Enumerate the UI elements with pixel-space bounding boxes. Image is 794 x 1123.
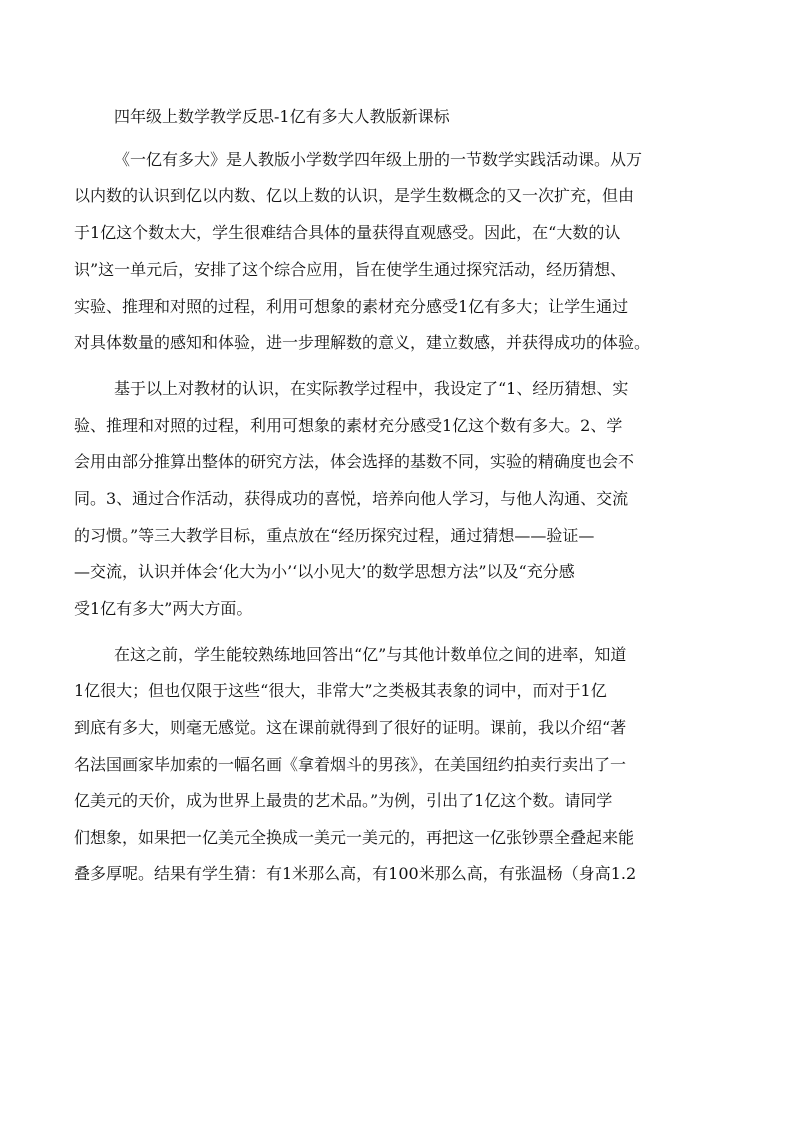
paragraph-2-line-4: 同。3、通过合作活动，获得成功的喜悦，培养向他人学习，与他人沟通、交流: [74, 489, 629, 508]
paragraph-1-line-5: 实验、推理和对照的过程，利用可想象的素材充分感受1亿有多大；让学生通过: [74, 297, 629, 316]
paragraph-3-line-5: 亿美元的天价，成为世界上最贵的艺术品。”为例，引出了1亿这个数。请同学: [74, 791, 613, 810]
paragraph-2-line-1: 基于以上对教材的认识，在实际教学过程中，我设定了“1、经历猜想、实: [114, 379, 629, 398]
paragraph-1-line-3: 于1亿这个数太大，学生很难结合具体的量获得直观感受。因此，在“大数的认: [74, 223, 621, 242]
paragraph-1-line-6: 对具体数量的感知和体验，进一步理解数的意义，建立数感，并获得成功的体验。: [74, 333, 651, 352]
paragraph-2-line-7: 受1亿有多大”两大方面。: [74, 599, 253, 618]
paragraph-1-line-1: 《一亿有多大》是人教版小学数学四年级上册的一节数学实践活动课。从万: [114, 150, 643, 169]
paragraph-3-line-2: 1亿很大；但也仅限于这些“很大，非常大”之类极其表象的词中，而对于1亿: [74, 681, 607, 700]
document-title: 四年级上数学教学反思-1亿有多大人教版新课标: [114, 107, 450, 126]
paragraph-3-line-4: 名法国画家毕加索的一幅名画《拿着烟斗的男孩》，在美国纽约拍卖行卖出了一: [74, 755, 627, 774]
paragraph-3-line-6: 们想象，如果把一亿美元全换成一美元一美元的，再把这一亿张钞票全叠起来能: [74, 828, 635, 847]
paragraph-2-line-2: 验、推理和对照的过程，利用可想象的素材充分感受1亿这个数有多大。2、学: [74, 416, 623, 435]
paragraph-3-line-7: 叠多厚呢。结果有学生猜：有1米那么高，有100米那么高，有张温杨（身高1.2: [74, 864, 637, 883]
paragraph-3-line-1: 在这之前，学生能较熟练地回答出“亿”与其他计数单位之间的进率，知道: [114, 645, 627, 664]
paragraph-2-line-5: 的习惯。”等三大教学目标，重点放在“经历探究过程，通过猜想——验证—: [74, 526, 595, 545]
paragraph-2-line-3: 会用由部分推算出整体的研究方法，体会选择的基数不同，实验的精确度也会不: [74, 452, 635, 471]
paragraph-1-line-2: 以内数的认识到亿以内数、亿以上数的认识，是学生数概念的又一次扩充，但由: [74, 186, 635, 205]
paragraph-1-line-4: 识”这一单元后，安排了这个综合应用，旨在使学生通过探究活动，经历猜想、: [74, 260, 627, 279]
paragraph-2-line-6: —交流，认识并体会‘化大为小’‘以小见大’的数学思想方法”以及“充分感: [74, 562, 575, 581]
paragraph-3-line-3: 到底有多大，则毫无感觉。这在课前就得到了很好的证明。课前，我以介绍“著: [74, 718, 627, 737]
